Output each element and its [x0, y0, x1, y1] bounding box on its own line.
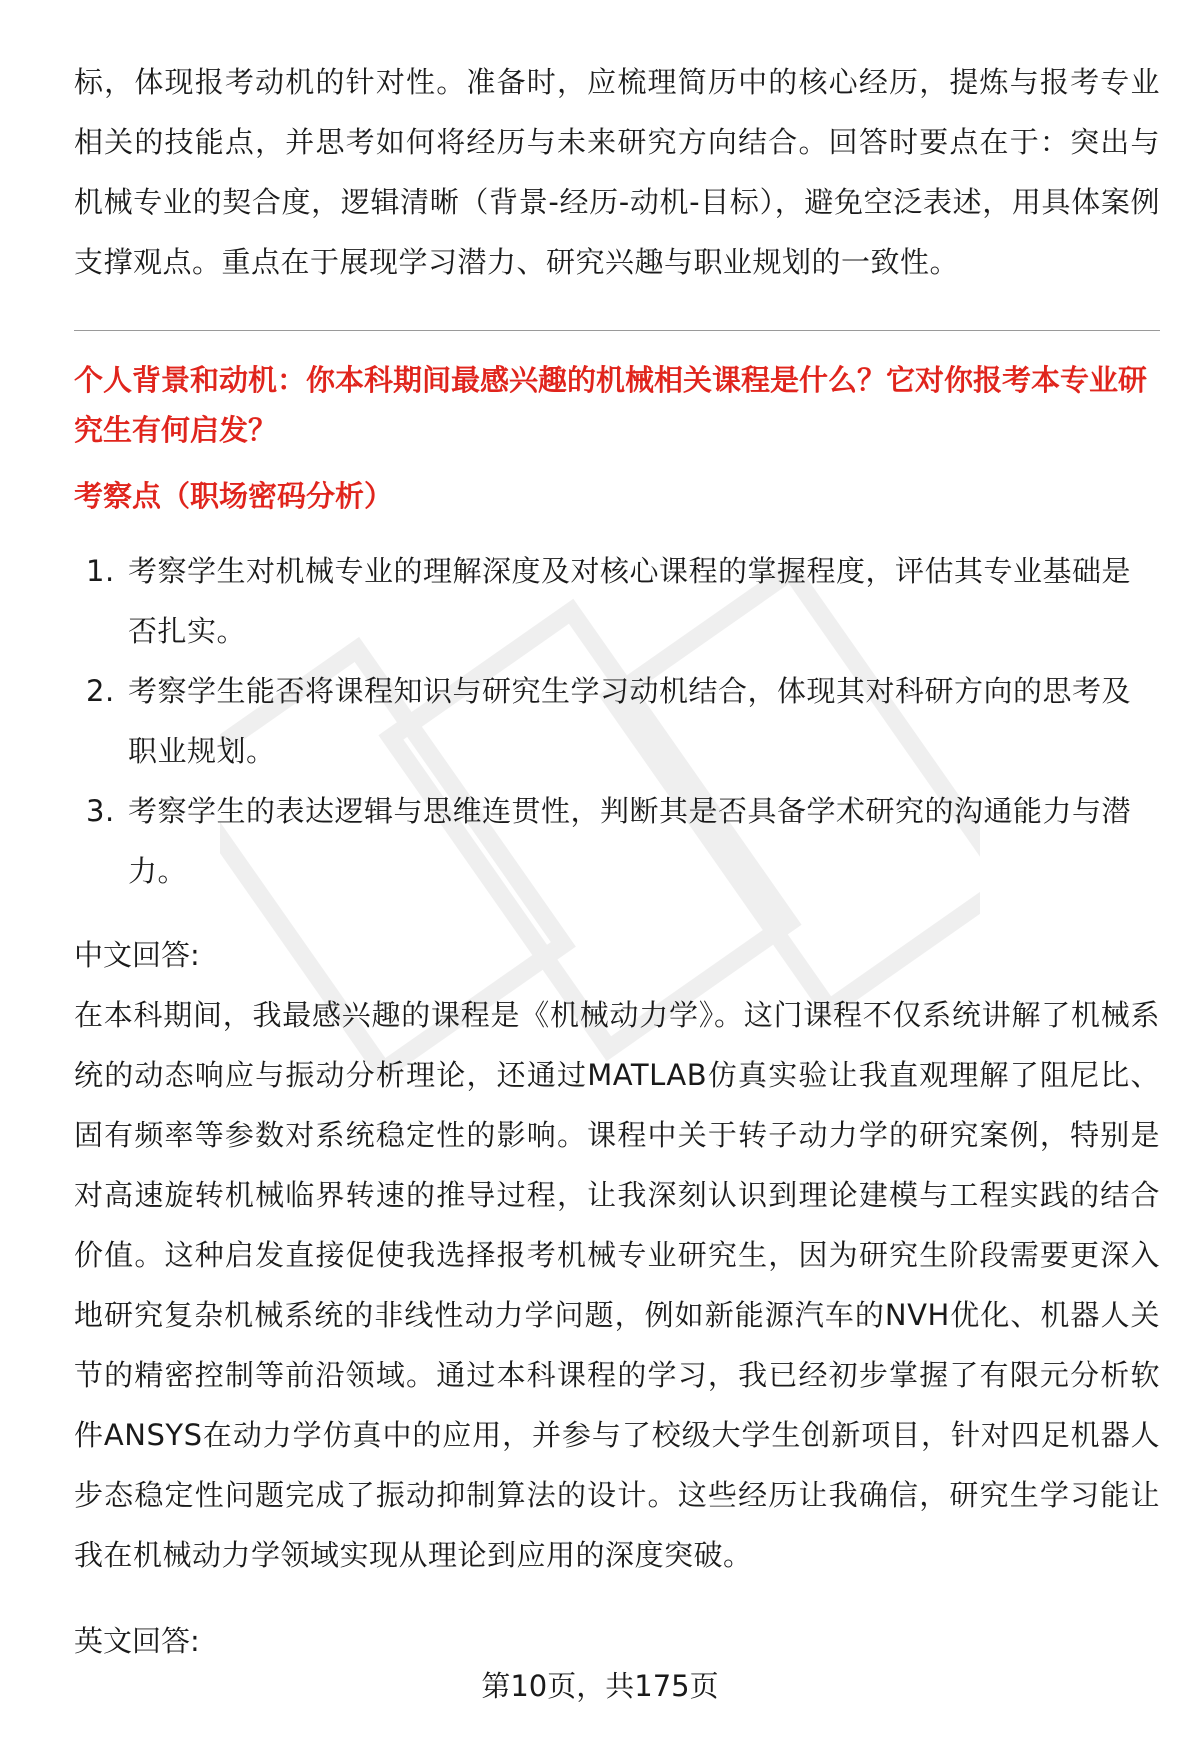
list-item [74, 661, 1160, 781]
section-divider [74, 330, 1160, 331]
intro-paragraph: 标，体现报考动机的针对性。准备时，应梳理简历中的核心经历，提炼与报考专业相关的技能点，并思考如何将经历与未来研究方向结合。回答时要点在于：突出与机械专业的契合度，逻辑清晰（背景-经历-动机-目标），避免空泛表述，用具体案例支撑观点。重点在于展现学习潜力、研究兴趣与职业规划的一致性。 [74, 65, 1160, 279]
page-footer: 第10页，共175页 [481, 1669, 719, 1703]
list-text: 考察学生的表达逻辑与思维连贯性，判断其是否具备学术研究的沟通能力与潜力。 [128, 794, 1132, 888]
points-list [74, 541, 1160, 901]
list-number: 2. [86, 674, 115, 708]
list-number: 3. [86, 794, 115, 828]
cn-answer-text: 在本科期间，我最感兴趣的课程是《机械动力学》。这门课程不仅系统讲解了机械系统的动态响应与振动分析理论，还通过MATLAB仿真实验让我直观理解了阻尼比、固有频率等参数对系统稳定性的影响。课程中关于转子动力学的研究案例，特别是对高速旋转机械临界转速的推导过程，让我深刻认识到理论建模与工程实践的结合价值。这种启发直接促使我选择报考机械专业研究生，因为研究生阶段需要更深入地研究复杂机械系统的非线性动力学问题，例如新能源汽车的NVH优化、机器人关节的精密控制等前沿领域。通过本科课程的学习，我已经初步掌握了有限元分析软件ANSYS在动力学仿真中的应用，并参与了校级大学生创新项目，针对四足机器人步态稳定性问题完成了振动抑制算法的设计。这些经历让我确信，研究生学习能让我在机械动力学领域实现从理论到应用的深度突破。 [74, 998, 1160, 1572]
list-item [74, 781, 1160, 901]
list-text: 考察学生能否将课程知识与研究生学习动机结合，体现其对科研方向的思考及职业规划。 [128, 674, 1132, 768]
list-number: 1. [86, 554, 115, 588]
question-heading: 个人背景和动机：你本科期间最感兴趣的机械相关课程是什么？它对你报考本专业研究生有何启发？ [74, 363, 1148, 447]
list-item [74, 541, 1160, 661]
cn-answer-label: 中文回答: [74, 938, 200, 972]
content-area [74, 52, 1160, 1671]
section-title: 考察点（职场密码分析） [74, 479, 394, 513]
en-answer-label: 英文回答: [74, 1624, 200, 1658]
list-text: 考察学生对机械专业的理解深度及对核心课程的掌握程度，评估其专业基础是否扎实。 [128, 554, 1132, 648]
